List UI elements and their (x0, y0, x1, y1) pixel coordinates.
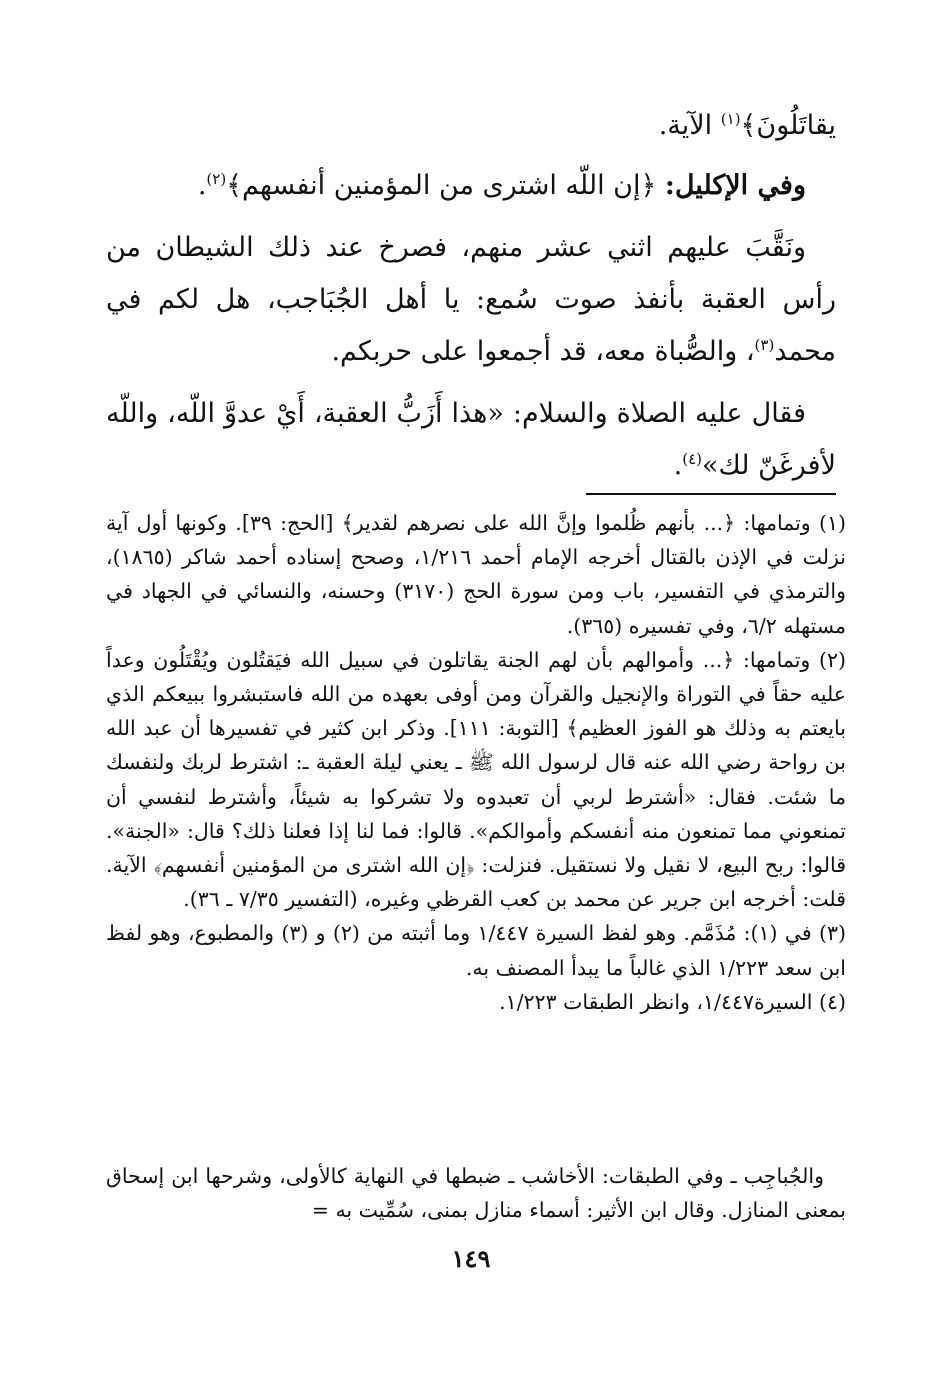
aqaba-paragraph: ونَقَّبَ عليهم اثني عشر منهم، فصرخ عند ذلك الشيطان من رأس العقبة بأنفذ صوت سُمع: يا أهل الجُبَاجب، هل لكم في محمد$^{(٣)}$، والصُّباة معه، قد أجمعوا على حربكم. (106, 232, 836, 367)
footnote-2 (106, 643, 846, 917)
page-number: ١٤٩ (451, 1244, 491, 1273)
aqaba-text: ونَقَّبَ عليهم اثني عشر منهم، فصرخ عند ذلك الشيطان من رأس العقبة بأنفذ صوت سُمع: يا أهل الجُبَاجب، هل لكم في محمد (106, 232, 836, 367)
footnote-3 (106, 916, 846, 984)
iklil-paragraph: وفي الإكليل: ﴿إن اللّه اشترى من المؤمنين أنفسهم﴾$^{(٢)}$. (197, 170, 806, 201)
footnote-text: وتمامها: ﴿... وأموالهم بأن لهم الجنة يقاتلون في سبيل الله فيَقتُلون ويُقْتَلُون وعداً عليه حقاً في التوراة والإنجيل والقرآن ومن أوفى بعهده من الله فاستبشروا ببيعكم الذي بايعتم به وذلك هو الفوز العظيم﴾ [التوبة: ١١١]. وذكر ابن كثير في تفسيرها أن عبد الله بن رواحة رضي الله عنه قال لرسول الله ﷺ ـ يعني ليلة العقبة ـ: اشترط لربك ولنفسك ما شئت. فقال: «أشترط لربي أن تعبدوه ولا تشركوا به شيئاً، وأشترط لنفسي أن تمنعوني مما تمنعون منه أنفسكم وأموالكم». قالوا: فما لنا إذا فعلنا ذلك؟ قال: «الجنة». قالوا: ربح البيع، لا نقيل ولا نستقيل. فنزلت: ﴿إن الله اشترى من المؤمنين أنفسهم﴾ الآية. قلت: أخرجه ابن جرير عن محمد بن كعب القرظي وغيره، (التفسير ٧/٣٥ ـ ٣٦). (106, 647, 847, 912)
prophet-reply-text: فقال عليه الصلاة والسلام: «هذا أَزَبُّ العقبة، أَيْ عدوَّ اللّه، واللّه لأفرغَنّ لك» (106, 398, 836, 481)
footnote-number: (١) (818, 511, 846, 535)
footnote-separator (586, 493, 836, 495)
footnote-ref-2[interactable]: (٢) (206, 170, 227, 188)
iklil-verse: ﴿إن اللّه اشترى من المؤمنين أنفسهم﴾ (226, 170, 665, 201)
footnote-ref-4[interactable]: (٤) (682, 450, 703, 468)
footnote-4 (106, 985, 846, 1019)
iklil-label: وفي الإكليل: (664, 170, 806, 201)
footnote-ref-3[interactable]: (٣) (754, 336, 775, 354)
footnotes (106, 506, 846, 1019)
footnote-continuation: والجُباجِب ـ وفي الطبقات: الأخاشب ـ ضبطها في النهاية كالأولى، وشرحها ابن إسحاق بمعنى المنازل. وقال ابن الأثير: أسماء منازل بمنى، سُمِّيت به = (106, 1163, 846, 1222)
footnote-ref-1[interactable]: (١) (720, 110, 741, 128)
footnote-text: وتمامها: ﴿... بأنهم ظُلموا وإنَّ الله على نصرهم لقدير﴾ [الحج: ٣٩]. وكونها أول آية نزلت في الإذن بالقتال أخرجه الإمام أحمد ١/٢١٦، وصحح إسناده أحمد شاكر (١٨٦٥)، والترمذي في التفسير، باب ومن سورة الحج (٣١٧٠) وحسنه، والنسائي في الجهاد في مستهله ٦/٢، وفي تفسيره (٣٦٥). (106, 511, 847, 638)
main-text (106, 100, 836, 502)
footnote-number: (٣) (819, 921, 847, 946)
footnote-text: السيرة١/٤٤٧، وانظر الطبقات ١/٢٢٣. (499, 989, 819, 1014)
footnote-number: (٤) (818, 989, 846, 1014)
verse-continuation (106, 100, 836, 152)
footnote-number: (٢) (818, 647, 846, 672)
verse-end: الآية. (658, 110, 721, 141)
verse-text: يقاتَلُونَ﴾ (740, 110, 836, 141)
footnote-text: في (١): مُذَمَّم. وهو لفظ السيرة ١/٤٤٧ وما أثبته من (٢) و (٣) والمطبوع، وهو لفظ ابن سعد ١/٢٢٣ الذي غالباً ما يبدأ المصنف به. (106, 921, 846, 980)
prophet-reply-paragraph: فقال عليه الصلاة والسلام: «هذا أَزَبُّ العقبة، أَيْ عدوَّ اللّه، واللّه لأفرغَنّ لك»$^{(٤)}$. (106, 398, 836, 481)
footnote-1 (106, 506, 846, 643)
